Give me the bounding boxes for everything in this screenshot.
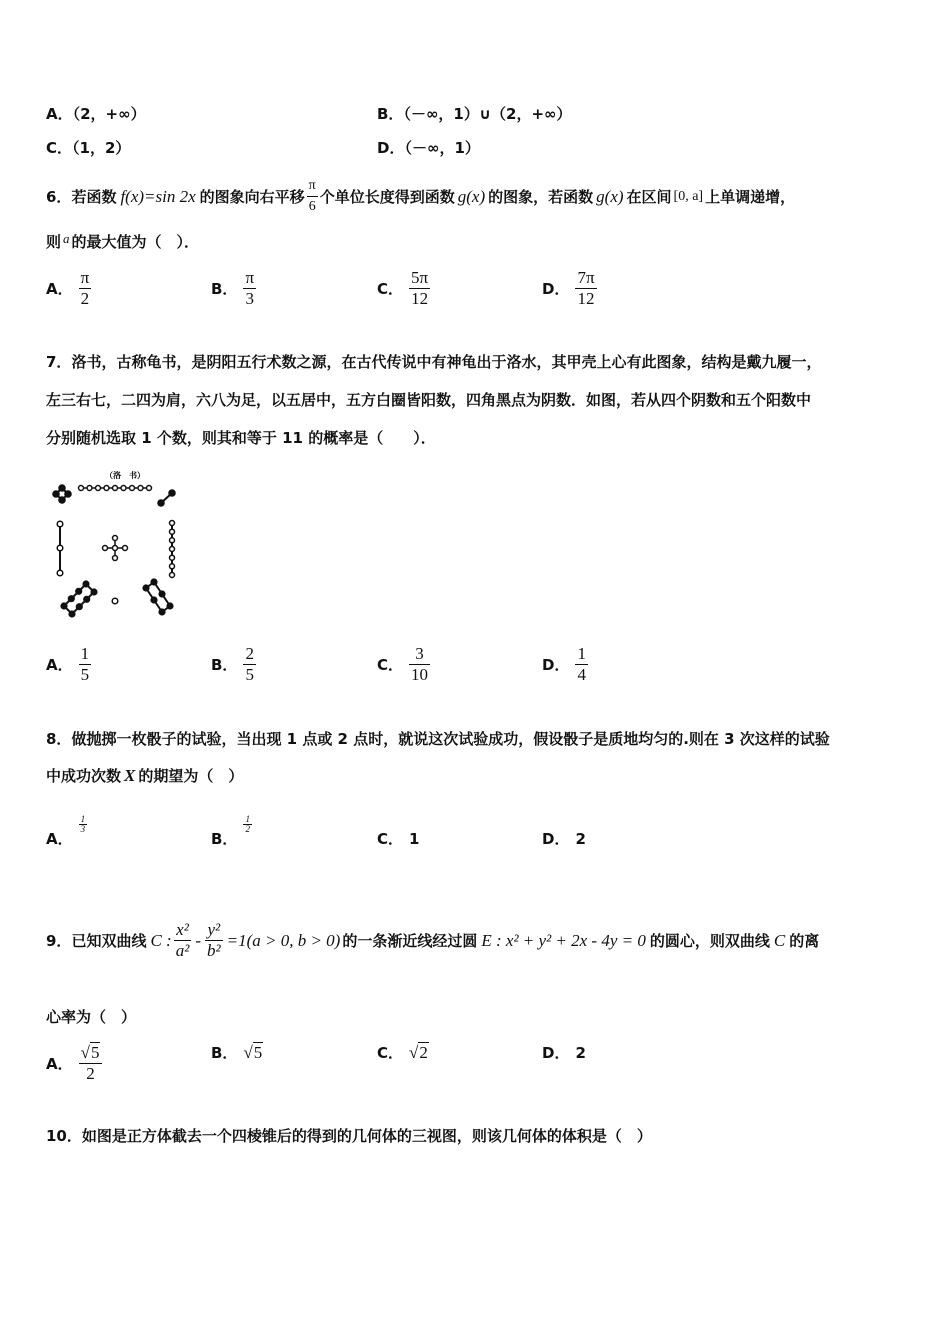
q9-stem-line1: 9． 已知双曲线 C : $\frac{\text{x²}}{\text{a²}}$ - $\frac{\text{y²}}{\text{b²}}$ =1(a > 0, b > 0) 的一条渐近线经过圆 E : x² + y² + 2x - 4y = 0 的圆心，则双曲线 C 的离 <box>46 920 820 960</box>
q7-line2: 左三右七，二四为肩，六八为足，以五居中，五方白圈皆阳数，四角黑点为阴数．如图，若从四个阴数和五个阳数中 <box>46 391 812 409</box>
q6-shift-fraction: $\frac{\pi}{6}$ <box>308 178 316 214</box>
q6-option-c[interactable] <box>377 268 430 309</box>
q7-option-c[interactable] <box>377 644 430 685</box>
option-fraction: $\frac{2}{5}$ <box>245 644 254 684</box>
q8-option-c[interactable] <box>377 828 419 849</box>
option-fraction: $\frac{\pi}{2}$ <box>80 268 90 308</box>
option-value: 2 <box>575 1043 586 1062</box>
option-label: D． <box>542 830 570 848</box>
luoshu-title: （洛 书） <box>105 471 145 480</box>
option-label: A． <box>46 656 73 674</box>
q9-option-d[interactable] <box>542 1042 586 1063</box>
q7-line1: 7．洛书，古称龟书，是阴阳五行术数之源，在古代传说中有神龟出于洛水，其甲壳上心有此图象，结构是戴九履一， <box>46 353 822 371</box>
option-label: B． <box>211 1044 238 1062</box>
q6-option-a[interactable] <box>46 268 91 309</box>
top-nine-dots <box>79 486 152 491</box>
left-three-dots <box>57 521 63 576</box>
prev-option-c: C．（1，2） <box>46 139 131 157</box>
option-value: 2 <box>575 829 586 848</box>
option-fraction: $\frac{3}{10}$ <box>411 644 429 684</box>
prev-option-d: D．（－∞，1） <box>377 139 480 157</box>
center-five-dots <box>103 536 128 561</box>
q7-option-b[interactable] <box>211 644 256 685</box>
q9-stem-line2: 心率为（ ） <box>46 1008 137 1026</box>
q9-x-fraction: $\frac{\text{x²}}{\text{a²}}$ <box>175 920 190 960</box>
q8-option-b[interactable] <box>211 814 252 849</box>
q6-stem-line2: 则 a 的最大值为（ ）． <box>46 231 200 251</box>
option-fraction: $\frac{1}{3}$ <box>80 814 86 834</box>
option-sqrt: √ 5 <box>243 1043 263 1062</box>
option-label: B． <box>211 830 238 848</box>
option-label: C． <box>377 1044 404 1062</box>
option-sqrt: √ 2 <box>409 1043 428 1062</box>
bottom-left-eight-dots <box>61 581 96 616</box>
luoshu-figure <box>48 466 188 618</box>
q6-stem-line1: 6． 若函数 f(x)=sin 2x 的图象向右平移 $\frac{\pi}{6}$ 个单位长度得到函数 g(x) 的图象，若函数 g(x) 在区间 [0, a] 上单调递增， <box>46 176 795 217</box>
q8-option-a[interactable] <box>46 814 87 849</box>
option-fraction: $\frac{1}{5}$ <box>80 644 90 684</box>
q7-option-a[interactable] <box>46 644 91 685</box>
top-left-four-dots <box>53 485 71 503</box>
prev-option-a: A．（2，+∞） <box>46 105 146 123</box>
option-fraction: $\frac{\pi}{3}$ <box>245 268 255 308</box>
option-label: B． <box>211 280 238 298</box>
q7-option-d[interactable] <box>542 644 588 685</box>
q7-line3: 分别随机选取 1 个数，则其和等于 11 的概率是（ ）． <box>46 429 436 447</box>
q8-line2: 中成功次数 X 的期望为（ ） <box>46 766 244 785</box>
option-label: B． <box>211 656 238 674</box>
option-label: C． <box>377 280 404 298</box>
q9-y-fraction: $\frac{\text{y²}}{\text{b²}}$ <box>206 920 221 960</box>
option-value: 1 <box>409 829 420 848</box>
top-right-two-dots <box>158 490 175 506</box>
option-label: D． <box>542 656 570 674</box>
option-fraction: $\frac{1}{2}$ <box>245 814 250 834</box>
q8-option-d[interactable] <box>542 828 586 849</box>
option-label: A． <box>46 1054 73 1073</box>
option-fraction: $\frac{1}{4}$ <box>577 644 586 684</box>
option-sqrt: √ 5 <box>80 1043 100 1062</box>
q6-option-d[interactable] <box>542 268 597 309</box>
option-fraction: $\frac{5\pi}{12}$ <box>411 268 429 308</box>
option-label: C． <box>377 656 404 674</box>
bottom-one-dot <box>112 598 118 604</box>
option-fraction: √ 5 2 <box>79 1042 103 1084</box>
q10-stem: 10．如图是正方体截去一个四棱锥后的得到的几何体的三视图，则该几何体的体积是（ ） <box>46 1127 652 1145</box>
option-label: D． <box>542 280 570 298</box>
prev-option-b: B．（－∞，1）∪（2，+∞） <box>377 105 572 123</box>
option-label: A． <box>46 280 73 298</box>
option-label: A． <box>46 830 73 848</box>
q9-option-a[interactable] <box>46 1042 102 1084</box>
right-seven-dots <box>170 521 175 578</box>
q9-option-c[interactable] <box>377 1042 429 1063</box>
q6-option-b[interactable] <box>211 268 256 309</box>
bottom-right-six-dots <box>143 579 172 614</box>
option-label: C． <box>377 830 404 848</box>
option-label: D． <box>542 1044 570 1062</box>
option-fraction: $\frac{7\pi}{12}$ <box>577 268 595 308</box>
q8-line1: 8．做抛掷一枚骰子的试验，当出现 1 点或 2 点时，就说这次试验成功，假设骰子是质地均匀的.则在 3 次这样的试验 <box>46 730 830 748</box>
q9-option-b[interactable] <box>211 1042 263 1063</box>
